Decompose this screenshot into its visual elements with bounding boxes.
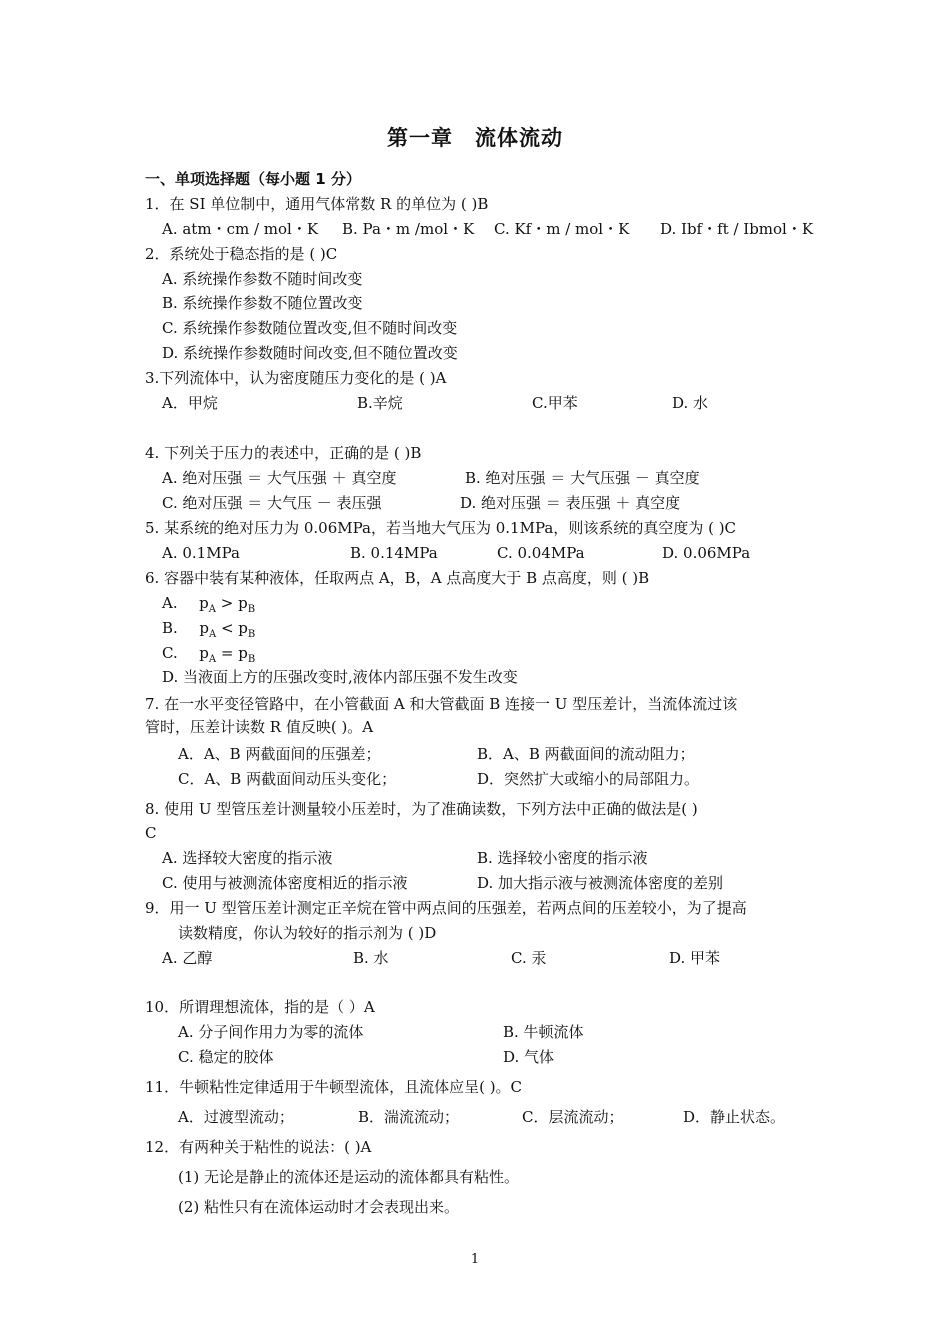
q6-option-c-op: = p bbox=[216, 644, 248, 662]
q5-stem: 5. 某系统的绝对压力为 0.06MPa，若当地大气压为 0.1MPa，则该系统的真空度为 ( )C bbox=[145, 519, 737, 537]
q6-option-c bbox=[162, 644, 256, 665]
q12-statement-2: (2) 粘性只有在流体运动时才会表现出来。 bbox=[178, 1198, 460, 1216]
q6-option-b-sub2: B bbox=[247, 629, 256, 640]
q8-option-d: D. 加大指示液与被测流体密度的差别 bbox=[477, 874, 724, 892]
q10-option-d: D. 气体 bbox=[503, 1048, 555, 1066]
q7-option-a: A．A、B 两截面间的压强差； bbox=[178, 745, 381, 763]
q4-option-d: D. 绝对压强 ＝ 表压强 ＋ 真空度 bbox=[460, 494, 681, 512]
q10-stem: 10．所谓理想流体，指的是（ ）A bbox=[145, 998, 375, 1016]
section-header: 一、单项选择题（每小题 1 分） bbox=[145, 170, 361, 188]
q3-option-d: D. 水 bbox=[672, 394, 709, 412]
page-number: 1 bbox=[470, 1252, 480, 1267]
q9-stem-line2: 读数精度，你认为较好的指示剂为 ( )D bbox=[178, 924, 437, 942]
q5-option-a: A. 0.1MPa bbox=[162, 544, 240, 562]
q11-option-d: D．静止状态。 bbox=[683, 1108, 786, 1126]
q4-stem: 4. 下列关于压力的表述中，正确的是 ( )B bbox=[145, 444, 422, 462]
q5-option-c: C. 0.04MPa bbox=[497, 544, 585, 562]
q7-option-d: D．突然扩大或缩小的局部阻力。 bbox=[477, 770, 700, 788]
q4-option-b: B. 绝对压强 ＝ 大气压强 － 真空度 bbox=[465, 469, 700, 487]
q4-option-a: A. 绝对压强 ＝ 大气压强 ＋ 真空度 bbox=[162, 469, 397, 487]
q11-stem: 11．牛顿粘性定律适用于牛顿型流体，且流体应呈( )。C bbox=[145, 1078, 523, 1096]
q6-stem: 6. 容器中装有某种液体，任取两点 A，B，A 点高度大于 B 点高度，则 ( )B bbox=[145, 569, 650, 587]
q9-option-c: C. 汞 bbox=[511, 949, 547, 967]
q3-option-a: A．甲烷 bbox=[162, 394, 218, 412]
q9-option-b: B. 水 bbox=[353, 949, 389, 967]
q8-stem-line2: C bbox=[145, 824, 157, 842]
q6-option-a-sub2: B bbox=[247, 604, 256, 615]
q6-option-a-p: p bbox=[199, 594, 209, 612]
q3-stem: 3.下列流体中，认为密度随压力变化的是 ( )A bbox=[145, 369, 447, 387]
q11-option-a: A．过渡型流动； bbox=[178, 1108, 294, 1126]
q9-stem-line1: 9．用一 U 型管压差计测定正辛烷在管中两点间的压强差，若两点间的压差较小，为了提高 bbox=[145, 899, 747, 917]
q6-option-c-p: p bbox=[199, 644, 209, 662]
q3-option-b: B.辛烷 bbox=[357, 394, 403, 412]
q7-option-b: B．A、B 两截面间的流动阻力； bbox=[477, 745, 695, 763]
q10-option-a: A. 分子间作用力为零的流体 bbox=[178, 1023, 364, 1041]
chapter-title: 流体流动 bbox=[475, 126, 563, 150]
q6-option-d: D. 当液面上方的压强改变时,液体内部压强不发生改变 bbox=[162, 668, 518, 686]
q2-option-a: A. 系统操作参数不随时间改变 bbox=[162, 270, 363, 288]
q5-option-d: D. 0.06MPa bbox=[662, 544, 751, 562]
q6-option-a-label: A. bbox=[162, 594, 178, 612]
q6-option-c-sub1: A bbox=[208, 654, 217, 665]
q1-stem: 1．在 SI 单位制中，通用气体常数 R 的单位为 ( )B bbox=[145, 195, 489, 213]
q6-option-a-op: > p bbox=[216, 594, 248, 612]
q2-option-b: B. 系统操作参数不随位置改变 bbox=[162, 294, 363, 312]
q1-option-c: C. Kf・m / mol・K bbox=[494, 220, 630, 238]
q10-option-c: C. 稳定的胶体 bbox=[178, 1048, 274, 1066]
q8-stem-line1: 8. 使用 U 型管压差计测量较小压差时，为了准确读数，下列方法中正确的做法是( ) bbox=[145, 800, 698, 818]
q7-stem-line1: 7. 在一水平变径管路中，在小管截面 A 和大管截面 B 连接一 U 型压差计，当流体流过该 bbox=[145, 695, 738, 713]
q1-option-d: D. Ibf・ft / Ibmol・K bbox=[660, 220, 814, 238]
q12-stem: 12．有两种关于粘性的说法：( )A bbox=[145, 1138, 372, 1156]
q6-option-c-sub2: B bbox=[247, 654, 256, 665]
q8-option-a: A. 选择较大密度的指示液 bbox=[162, 849, 333, 867]
q5-option-b: B. 0.14MPa bbox=[350, 544, 438, 562]
q7-option-c: C．A、B 两截面间动压头变化； bbox=[178, 770, 397, 788]
q6-option-b bbox=[162, 619, 256, 640]
q2-option-c: C. 系统操作参数随位置改变,但不随时间改变 bbox=[162, 319, 458, 337]
chapter-label: 第一章 bbox=[387, 126, 453, 150]
q12-statement-1: (1) 无论是静止的流体还是运动的流体都具有粘性。 bbox=[178, 1168, 520, 1186]
q6-option-a bbox=[162, 594, 256, 615]
q1-option-b: B. Pa・m /mol・K bbox=[342, 220, 475, 238]
q6-option-b-sub1: A bbox=[208, 629, 217, 640]
q9-option-d: D. 甲苯 bbox=[669, 949, 721, 967]
q7-stem-line2: 管时，压差计读数 R 值反映( )。A bbox=[145, 718, 374, 736]
q8-option-c: C. 使用与被测流体密度相近的指示液 bbox=[162, 874, 408, 892]
q4-option-c: C. 绝对压强 ＝ 大气压 － 表压强 bbox=[162, 494, 382, 512]
q2-option-d: D. 系统操作参数随时间改变,但不随位置改变 bbox=[162, 344, 458, 362]
q6-option-b-label: B. bbox=[162, 619, 178, 637]
page-title bbox=[0, 122, 950, 152]
q10-option-b: B. 牛顿流体 bbox=[503, 1023, 584, 1041]
q2-stem: 2．系统处于稳态指的是 ( )C bbox=[145, 245, 338, 263]
q8-option-b: B. 选择较小密度的指示液 bbox=[477, 849, 648, 867]
q3-option-c: C.甲苯 bbox=[532, 394, 578, 412]
q6-option-b-op: < p bbox=[216, 619, 248, 637]
q9-option-a: A. 乙醇 bbox=[162, 949, 213, 967]
q6-option-b-p: p bbox=[199, 619, 209, 637]
q6-option-c-label: C. bbox=[162, 644, 178, 662]
q1-option-a: A. atm・cm / mol・K bbox=[162, 220, 319, 238]
q11-option-c: C．层流流动； bbox=[522, 1108, 624, 1126]
q6-option-a-sub1: A bbox=[208, 604, 217, 615]
q11-option-b: B．湍流流动； bbox=[358, 1108, 460, 1126]
